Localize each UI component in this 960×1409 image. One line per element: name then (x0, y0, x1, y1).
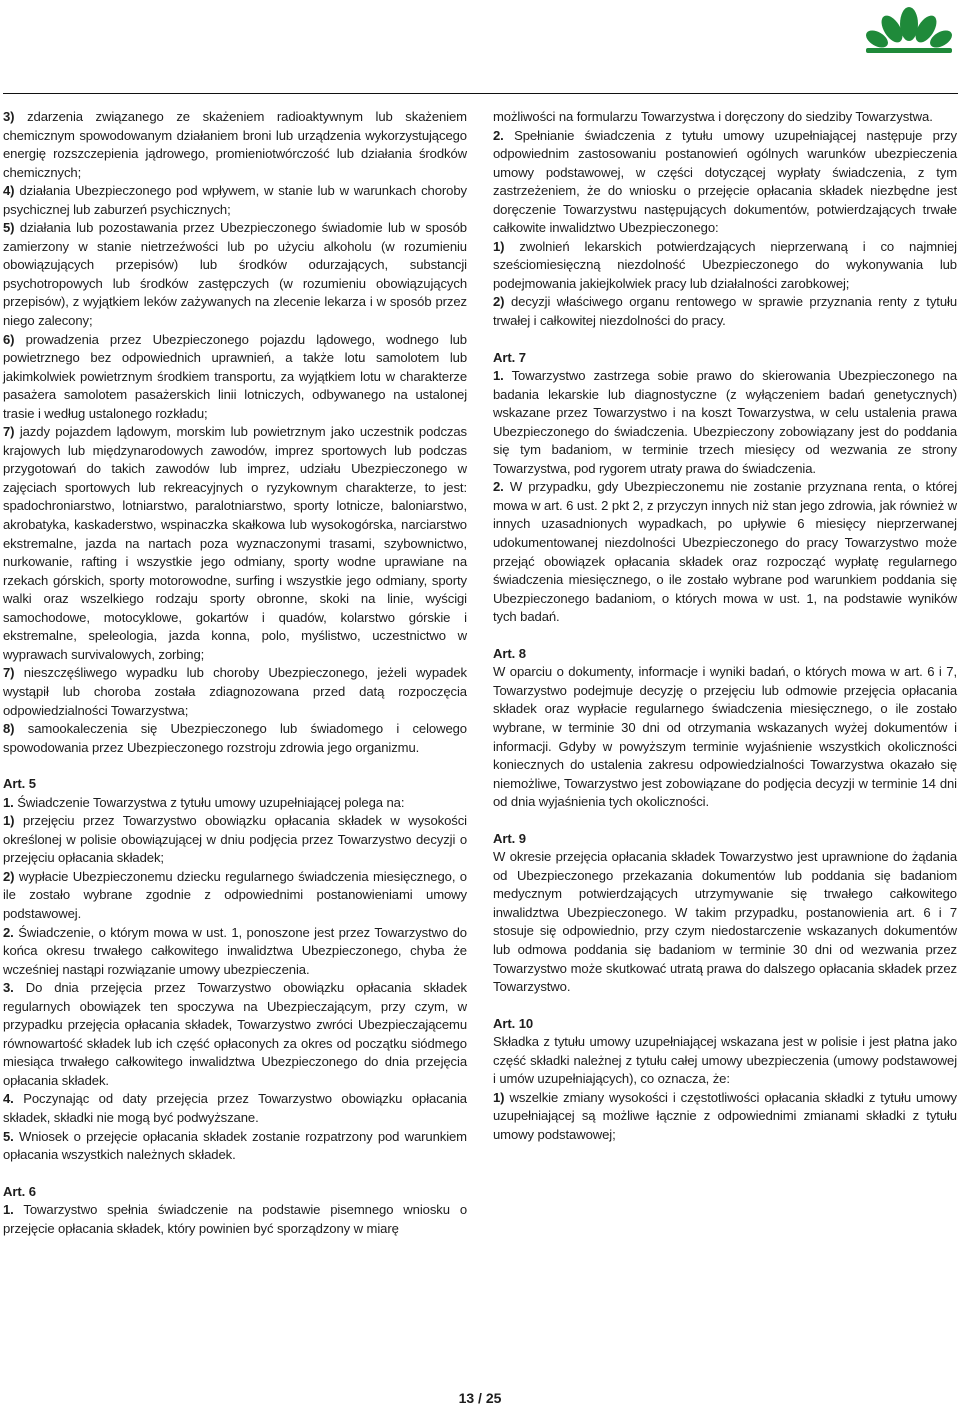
exclusion-item-4: 4) działania Ubezpieczonego pod wpływem, w stanie lub w warunkach choroby psychicznej lub zaburzeń psychicznych; (3, 183, 467, 217)
exclusion-item-7-sports: 7) jazdy pojazdem lądowym, morskim lub powietrznym jako uczestnik podczas krajowych lub międzynarodowych zawodów, imprez sportowych lub podczas przygotowań do takich zawodów lub imprez, udziału Ubezpieczonego w zajęciach sportowych lub rekreacyjnych o ryzykownym charakterze, to jest: spadochroniarstwo, lotniarstwo, paralotniarstwo, sporty lotnicze, baloniarstwo, akrobatyka, kaskaderstwo, wspinaczka skałkowa lub wysokogórska, narciarstwo ekstremalne, jazda na nartach poza wyznaczonymi trasami, szybownictwo, nurkowanie, rafting i wszystkie jego odmiany, sporty wodne uprawiane na rzekach górskich, sporty motorowodne, surfing i wszystkie jego odmiany, sporty walki oraz wszelkiego rodzaju sporty obronne, skoki na linie, wyścigi samochodowe, motocyklowe, gokartów i quadów, kolarstwo górskie i ekstremalne, speleologia, jazda konna, polo, myślistwo, uczestnictwo w wyprawach survivalowych, zorbing; (3, 424, 467, 662)
article-6-heading: Art. 6 (3, 1183, 36, 1199)
exclusion-item-5: 5) działania lub pozostawania przez Ubezpieczonego świadomie lub w sposób zamierzony w stanie nietrzeźwości lub po użyciu alkoholu (w rozumieniu obowiązujących przepisów) lub środków odurzających, substancji psychotropowych lub środków zastępczych (w rozumieniu obowiązujących przepisów), z wyjątkiem leków zażywanych na zlecenie lekarza i w sposób przez niego zalecony; (3, 220, 467, 329)
article-6-paragraph-2: 2. Spełnianie świadczenia z tytułu umowy uzupełniającej następuje przy odpowiednim zastosowaniu postanowień ogólnych warunków ubezpieczenia umowy podstawowej, w części dotyczącej wypłaty świadczenia, z tym zastrzeżeniem, że do wniosku o przejęcie opłacania składek niezbędne jest doręczenie Towarzystwu następujących dokumentów, potwierdzających trwałe całkowite inwalidztwo Ubezpieczonego: (493, 127, 957, 236)
article-5-paragraph-5: 5. Wniosek o przejęcie opłacania składek zostanie rozpatrzony pod warunkiem opłacania wszystkich należnych składek. (3, 1128, 467, 1163)
left-column (3, 108, 467, 1238)
exclusion-item-7-accident: 7) nieszczęśliwego wypadku lub choroby Ubezpieczonego, jeżeli wypadek wystąpił lub choroba została zdiagnozowana przed datą rozpoczęcia odpowiedzialności Towarzystwa; (3, 665, 467, 718)
article-7-paragraph-1: 1. Towarzystwo zastrzega sobie prawo do skierowania Ubezpieczonego na badania lekarskie lub diagnostyczne (z wyłączeniem badań genetycznych) wskazane przez Towarzystwo i na koszt Towarzystwa, w celu ustalenia prawa Ubezpieczonego do świadczenia. Ubezpieczony zobowiązany jest do poddania się tym badaniom, w terminie trzech miesięcy od wezwania ze strony Towarzystwa, pod rygorem utraty prawa do świadczenia. (493, 368, 957, 476)
article-8-text: W oparciu o dokumenty, informacje i wyniki badań, o których mowa w art. 6 i 7, Towarzystwo podejmuje decyzję o przejęciu lub odmowie przejęcia opłacania składek oraz wypłacie regularnego świadczenia miesięcznego, o ile zostało wybrane, w terminie 30 dni od otrzymania wskazanych wyżej dokumentów i informacji. Gdyby w powyższym terminie wyjaśnienie wszystkich okoliczności koniecznych do ustalenia zakresu odpowiedzialności Towarzystwa okazało się niemożliwe, Towarzystwo jest zobowiązane do podjęcia decyzji w terminie 14 dni od dnia wyjaśnienia tych okoliczności. (493, 664, 957, 810)
article-5-paragraph-4: 4. Poczynając od daty przejęcia przez Towarzystwo obowiązku opłacania składek, składki nie mogą być podwyższane. (3, 1091, 467, 1125)
article-9-text: W okresie przejęcia opłacania składek Towarzystwo jest uprawnione do żądania od Ubezpieczonego przekazania dokumentów lub poddania się badaniom medycznym potwierdzających utrzymywanie się trwałego całkowitego inwalidztwa Ubezpieczonego. W takim przypadku, postanowienia art. 6 i 7 stosuje się odpowiednio, przy czym niedostarczenie wskazanych dokumentów lub odmowa poddania się badaniom w terminie 30 dni od wezwania przez Towarzystwo może skutkować utratą prawa do dalszego opłacania składek przez Towarzystwo. (493, 849, 957, 995)
exclusion-item-6: 6) prowadzenia przez Ubezpieczonego pojazdu lądowego, wodnego lub powietrznego bez odpowiednich uprawnień, a także lotu samolotem lub jakimkolwiek powietrznym środkiem transportu, za wyjątkiem lotu w charakterze pasażera samolotem pasażerskich linii lotniczych, odbywanego na ustalonej trasie i według ustalonego rozkładu; (3, 331, 467, 421)
article-8-heading: Art. 8 (493, 645, 526, 661)
header-divider (3, 93, 958, 94)
article-7-heading: Art. 7 (493, 349, 526, 365)
exclusion-item-3: 3) zdarzenia związanego ze skażeniem radioaktywnym lub skażeniem chemicznym spowodowanym działaniem broni lub urządzenia wykorzystującego energię rozszczepienia jądrowego, promieniotwórczość lub działania środków chemicznych; (3, 109, 467, 180)
article-5-paragraph-3: 3. Do dnia przejęcia przez Towarzystwo obowiązku opłacania składek regularnych obowiązek ten spoczywa na Ubezpieczającym, przy czym, w przypadku przejęcia opłacania składek, Towarzystwo zwróci Ubezpieczającemu równowartość składek lub ich część opłaconych za okres od początku siódmego miesiąca trwałego całkowitego inwalidztwa Ubezpieczonego do dnia przejęcia opłacania składek. (3, 980, 467, 1088)
article-10-heading: Art. 10 (493, 1015, 534, 1031)
article-6-point-1: 1) zwolnień lekarskich potwierdzających nieprzerwaną i co najmniej sześciomiesięczną niezdolność Ubezpieczonego do wykonywania lub podejmowania jakiejkolwiek pracy lub działalności zarobkowej; (493, 238, 957, 291)
exclusion-item-8: 8) samookaleczenia się Ubezpieczonego lub świadomego i celowego spowodowania przez Ubezpieczonego rozstroju zdrowia jego organizmu. (3, 721, 467, 755)
article-9-heading: Art. 9 (493, 830, 526, 846)
article-10-point-1: 1) wszelkie zmiany wysokości i częstotliwości opłacania składki z tytułu umowy uzupełniającej są możliwe łącznie z odpowiednimi zmianami składki z tytułu umowy podstawowej; (493, 1089, 957, 1142)
article-6-point-2: 2) decyzji właściwego organu rentowego w sprawie przyznania renty z tytułu trwałej i całkowitej niezdolności do pracy. (493, 294, 957, 329)
article-5-heading: Art. 5 (3, 776, 36, 792)
article-5-paragraph-2: 2. Świadczenie, o którym mowa w ust. 1, ponoszone jest przez Towarzystwo do końca okresu trwałego całkowitego inwalidztwa Ubezpieczonego, chyba że wcześniej nastąpi rozwiązanie umowy ubezpieczenia. (3, 924, 467, 977)
article-5-point-1: 1) przejęciu przez Towarzystwo obowiązku opłacania składek w wysokości określonej w polisie obowiązującej w dniu podjęcia przez Towarzystwo decyzji o przejęciu opłacania składek; (3, 813, 467, 866)
page-number: 13 / 25 (458, 1390, 502, 1406)
article-7-paragraph-2: 2. W przypadku, gdy Ubezpieczonemu nie zostanie przyznana renta, o której mowa w art. 6 ust. 2 pkt 2, z przyczyn innych niż stan jego zdrowia, jak również w innych uzasadnionych wypadkach, po upływie 6 miesięcy nieprzerwanej udokumentowanej niezdolności Ubezpieczonego do pracy Towarzystwo może przejąć obowiązek opłacania składek oraz rozpocząć wypłatę regularnego świadczenia miesięcznego, o ile zostało wybrane pod warunkiem poddania się Ubezpieczonego badaniom, o których mowa w ust. 1, na podstawie wyników tych badań. (493, 479, 957, 625)
article-6-paragraph-1: 1. Towarzystwo spełnia świadczenie na podstawie pisemnego wniosku o przejęcie opłacania składek, który powinien być sporządzony w miarę (3, 1202, 467, 1236)
right-column (493, 108, 957, 1144)
company-logo-icon (862, 4, 956, 54)
article-10-text: Składka z tytułu umowy uzupełniającej wskazana jest w polisie i jest płatna jako część składki należnej z tytułu całej umowy ubezpieczenia (umowy podstawowej i umów uzupełniających), co oznacza, że: (493, 1034, 957, 1087)
article-5-paragraph-1: 1. Świadczenie Towarzystwa z tytułu umowy uzupełniającej polega na: (3, 794, 405, 810)
article-5-point-2: 2) wypłacie Ubezpieczonemu dziecku regularnego świadczenia miesięcznego, o ile zostało wybrane zgodnie z odpowiednimi postanowieniami umowy podstawowej. (3, 868, 467, 921)
article-6-paragraph-1-continued: możliwości na formularzu Towarzystwa i doręczony do siedziby Towarzystwa. (493, 109, 933, 124)
